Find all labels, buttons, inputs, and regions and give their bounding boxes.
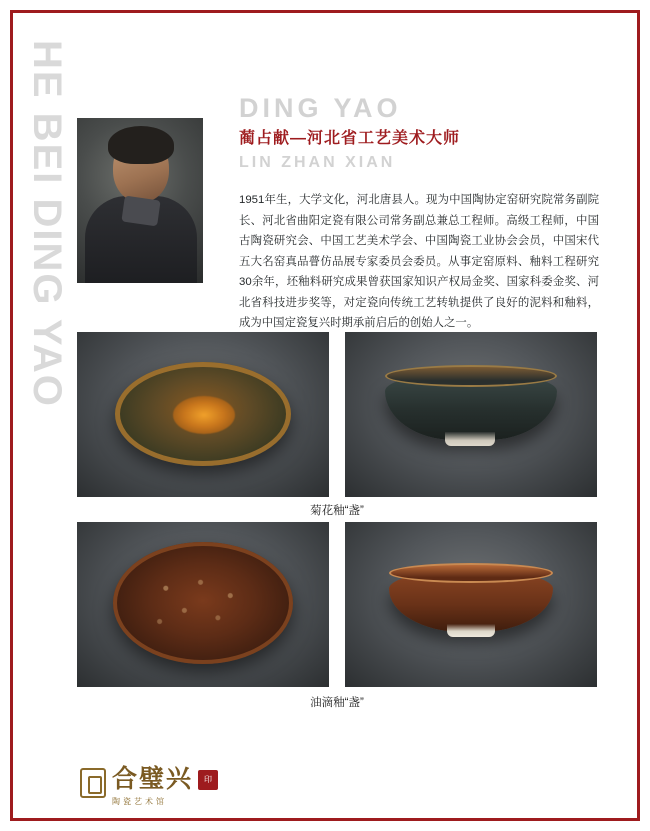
gallery-row-2 <box>77 522 597 687</box>
seal-square-icon <box>80 768 106 798</box>
portrait-photo <box>77 118 203 283</box>
pinyin-heading-bottom: LIN ZHAN XIAN <box>239 154 396 171</box>
page-content <box>22 22 628 809</box>
publisher-logo <box>80 764 250 812</box>
bowl-glaze-speckle <box>141 566 265 640</box>
bowl-foot <box>447 624 495 637</box>
oil-spot-glaze-bowl-side-view <box>345 522 597 687</box>
bowl-rim <box>385 365 557 387</box>
oil-spot-glaze-bowl-top-view <box>77 522 329 687</box>
bowl-foot <box>445 432 495 446</box>
bowl-body <box>113 542 293 664</box>
bowl-rim <box>389 563 553 583</box>
artist-name-chinese: 蔺占献—河北省工艺美术大师 <box>239 130 461 147</box>
chrysanthemum-glaze-bowl-side-view <box>345 332 597 497</box>
logo-name-chinese: 合璧兴 <box>112 765 194 793</box>
bowl-glaze-center <box>173 396 235 434</box>
profile-header <box>77 92 599 329</box>
logo-subtitle: 陶瓷艺术馆 <box>112 797 167 806</box>
vertical-watermark-title: HE BEI DING YAO <box>25 40 69 408</box>
gallery-caption-2: 油滴釉“盏” <box>310 697 364 709</box>
bowl-body <box>115 362 291 466</box>
artist-biography: 1951年生，大学文化，河北唐县人。现为中国陶协定窑研究院常务副院长、河北省曲阳定瓷有限公司常务副总兼总工程师。高级工程师，中国古陶瓷研究会、中国工艺美术学会、中国陶瓷工业协会会员，中国宋代五大名窑真品瞢仿品展专家委员会委员。从事定窑原料、釉料工程研究30余年，坯釉料研究成果曾获国家知识产权局金奖、国家科委金奖、河北省科技进步奖等，对定瓷向传统工艺转轨提供了良好的泥料和釉料，成为中国定瓷复兴时期承前启后的创始人之一。 <box>239 194 599 329</box>
gallery-caption-1: 菊花釉“盏” <box>310 505 364 517</box>
chrysanthemum-glaze-bowl-top-view <box>77 332 329 497</box>
gallery-row-1 <box>77 332 597 497</box>
portrait-collar <box>121 196 160 227</box>
seal-stamp-icon: 印 <box>198 770 218 790</box>
portrait-hair <box>108 126 174 164</box>
pinyin-heading-top: DING YAO <box>239 93 402 123</box>
title-block <box>239 92 599 174</box>
